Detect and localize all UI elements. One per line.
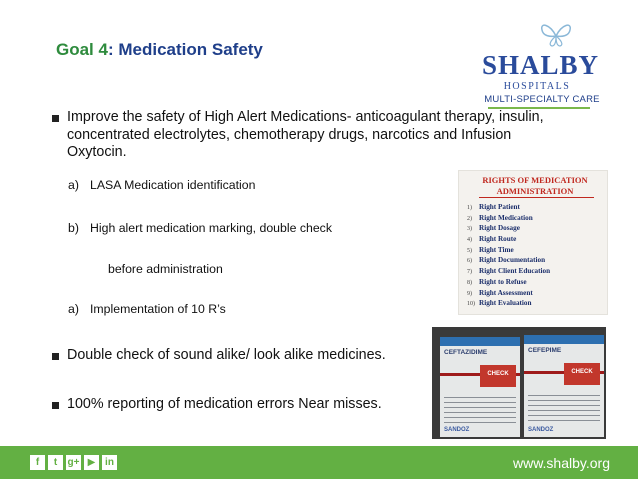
- subitem-text: High alert medication marking, double check: [90, 221, 332, 235]
- logo-brand: SHALBY: [482, 50, 600, 80]
- title-text: : Medication Safety: [107, 40, 263, 59]
- bullet-text: Double check of sound alike/ look alike medicines.: [67, 347, 386, 363]
- subitem-text: before administration: [108, 262, 223, 276]
- subitem-text: LASA Medication identification: [90, 178, 256, 192]
- subitem-text: Implementation of 10 R’s: [90, 302, 226, 316]
- check-sticker: [564, 363, 600, 385]
- rights-item-number: 9): [467, 290, 472, 297]
- rights-item-text: Right Assessment: [479, 288, 533, 297]
- box-fine-print: [528, 391, 600, 421]
- rights-item: [467, 255, 607, 266]
- rights-item-text: Right Dosage: [479, 224, 520, 233]
- rights-item-number: 10): [467, 301, 475, 308]
- medicine-boxes-photo: [432, 327, 606, 439]
- rights-item-number: 5): [467, 247, 472, 254]
- medicine-box-left: [440, 337, 520, 437]
- rights-item: [467, 213, 607, 224]
- subitem-10-rights: [68, 302, 226, 316]
- bullet-text: Improve the safety of High Alert Medications- anticoagulant therapy, insulin, concentrated electrolytes, chemotherapy drugs, narcotics and Infusion Oxytocin.: [67, 109, 544, 160]
- rights-item-number: 6): [467, 258, 472, 265]
- rights-item-text: Right Route: [479, 235, 517, 244]
- logo-tagline: MULTI-SPECIALTY CARE: [484, 94, 600, 105]
- bullet-square-icon: [52, 115, 59, 122]
- rights-item: [467, 298, 607, 309]
- subitem-label: a): [68, 302, 79, 316]
- rights-item: [467, 245, 607, 256]
- rights-item-text: Right Client Education: [479, 267, 551, 276]
- box-header: [524, 335, 604, 344]
- logo-hospitals: HOSPITALS: [503, 81, 571, 92]
- linkedin-icon[interactable]: in: [102, 455, 117, 470]
- rights-item-text: Right Patient: [479, 203, 520, 211]
- check-sticker: [480, 365, 516, 387]
- rights-item-text: Right Medication: [479, 213, 533, 222]
- rights-title: [465, 175, 605, 197]
- medicine-box-right: [524, 335, 604, 437]
- subitem-label: b): [68, 221, 79, 235]
- bullet-square-icon: [52, 402, 59, 409]
- check-sticker-text: CHECK: [571, 369, 593, 375]
- rights-item-number: 1): [467, 205, 472, 211]
- rights-item-text: Right Time: [479, 245, 514, 254]
- box-drug-name: CEFEPIME: [528, 347, 562, 354]
- rights-item: [467, 234, 607, 245]
- subitem-high-alert-marking: [68, 221, 332, 235]
- title-goal: Goal 4: [56, 40, 108, 59]
- subitem-lasa: [68, 178, 255, 192]
- social-icons: [30, 455, 120, 471]
- rights-item-number: 2): [467, 215, 472, 222]
- rights-list: [467, 202, 607, 309]
- rights-item: [467, 202, 607, 213]
- box-header: [440, 337, 520, 346]
- rights-item: [467, 266, 607, 277]
- rights-item-number: 7): [467, 269, 472, 276]
- subitem-label: a): [68, 178, 79, 192]
- slide-title: [56, 40, 263, 60]
- bullet-text: 100% reporting of medication errors Near misses.: [67, 396, 382, 412]
- rights-item-number: 3): [467, 226, 472, 233]
- rights-item-number: 8): [467, 279, 472, 286]
- facebook-icon[interactable]: f: [30, 455, 45, 470]
- box-fine-print: [444, 393, 516, 423]
- check-sticker-text: CHECK: [487, 371, 509, 377]
- rights-item-text: Right Documentation: [479, 256, 546, 265]
- rights-title-line2: ADMINISTRATION: [496, 186, 574, 196]
- rights-item: [467, 288, 607, 299]
- footer-bar: [0, 446, 638, 479]
- rights-of-medication-image: [458, 170, 608, 315]
- box-maker: SANDOZ: [444, 427, 470, 433]
- rights-item-text: Right Evaluation: [479, 299, 532, 308]
- bullet-square-icon: [52, 353, 59, 360]
- rights-title-line1: RIGHTS OF MEDICATION: [482, 175, 588, 185]
- subitem-before-admin: [108, 262, 223, 276]
- twitter-icon[interactable]: t: [48, 455, 63, 470]
- rights-item: [467, 223, 607, 234]
- google-plus-icon[interactable]: g+: [67, 457, 80, 468]
- box-drug-name: CEFTAZIDIME: [444, 349, 488, 356]
- rights-item-number: 4): [467, 237, 472, 244]
- rights-item: [467, 277, 607, 288]
- youtube-icon[interactable]: ▶: [84, 455, 99, 470]
- website-link[interactable]: www.shalby.org: [512, 455, 610, 471]
- rights-underline: [479, 197, 594, 198]
- butterfly-icon: [536, 20, 576, 48]
- box-maker: SANDOZ: [528, 427, 554, 433]
- rights-item-text: Right to Refuse: [479, 277, 527, 286]
